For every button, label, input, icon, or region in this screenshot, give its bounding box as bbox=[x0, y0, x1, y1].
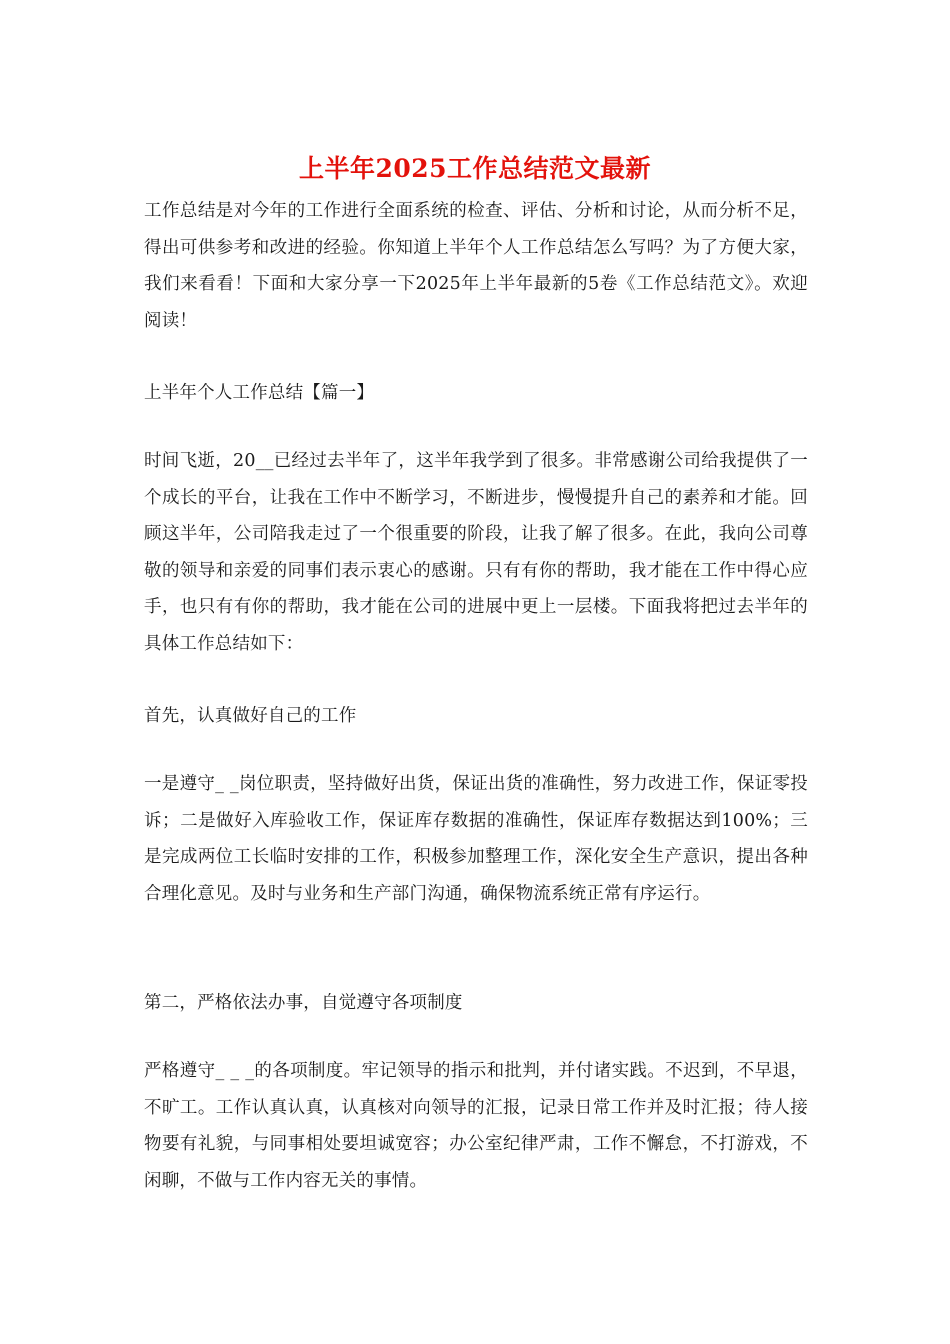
intro-paragraph: 工作总结是对今年的工作进行全面系统的检查、评估、分析和讨论，从而分析不足，得出可供参考和改进的经验。你知道上半年个人工作总结怎么写吗？为了方便大家，我们来看看！下面和大家分享一下2025年上半年最新的5卷《工作总结范文》。欢迎阅读！ bbox=[144, 201, 808, 331]
paragraph-2: 一是遵守_ _岗位职责，坚持做好出货，保证出货的准确性，努力改进工作，保证零投诉；二是做好入库验收工作，保证库存数据的准确性，保证库存数据达到100%；三是完成两位工长临时安排的工作，积极参加整理工作，深化安全生产意识，提出各种合理化意见。及时与业务和生产部门沟通，确保物流系统正常有序运行。 bbox=[144, 774, 808, 904]
section-heading: 上半年个人工作总结【篇一】 bbox=[144, 383, 375, 403]
document-title: 上半年2025工作总结范文最新 bbox=[298, 154, 652, 183]
subheading-2: 第二，严格依法办事，自觉遵守各项制度 bbox=[144, 993, 463, 1013]
paragraph-3: 严格遵守_ _ _的各项制度。牢记领导的指示和批判，并付诸实践。不迟到，不早退，不旷工。工作认真认真，认真核对向领导的汇报，记录日常工作并及时汇报；待人接物要有礼貌，与同事相处要坦诚宽容；办公室纪律严肃，工作不懈怠，不打游戏，不闲聊，不做与工作内容无关的事情。 bbox=[144, 1061, 808, 1191]
subheading-1: 首先，认真做好自己的工作 bbox=[144, 706, 357, 726]
paragraph-1: 时间飞逝，20__已经过去半年了，这半年我学到了很多。非常感谢公司给我提供了一个成长的平台，让我在工作中不断学习，不断进步，慢慢提升自己的素养和才能。回顾这半年，公司陪我走过了一个很重要的阶段，让我了解了很多。在此，我向公司尊敬的领导和亲爱的同事们表示衷心的感谢。只有有你的帮助，我才能在工作中得心应手，也只有有你的帮助，我才能在公司的进展中更上一层楼。下面我将把过去半年的具体工作总结如下： bbox=[144, 451, 808, 654]
